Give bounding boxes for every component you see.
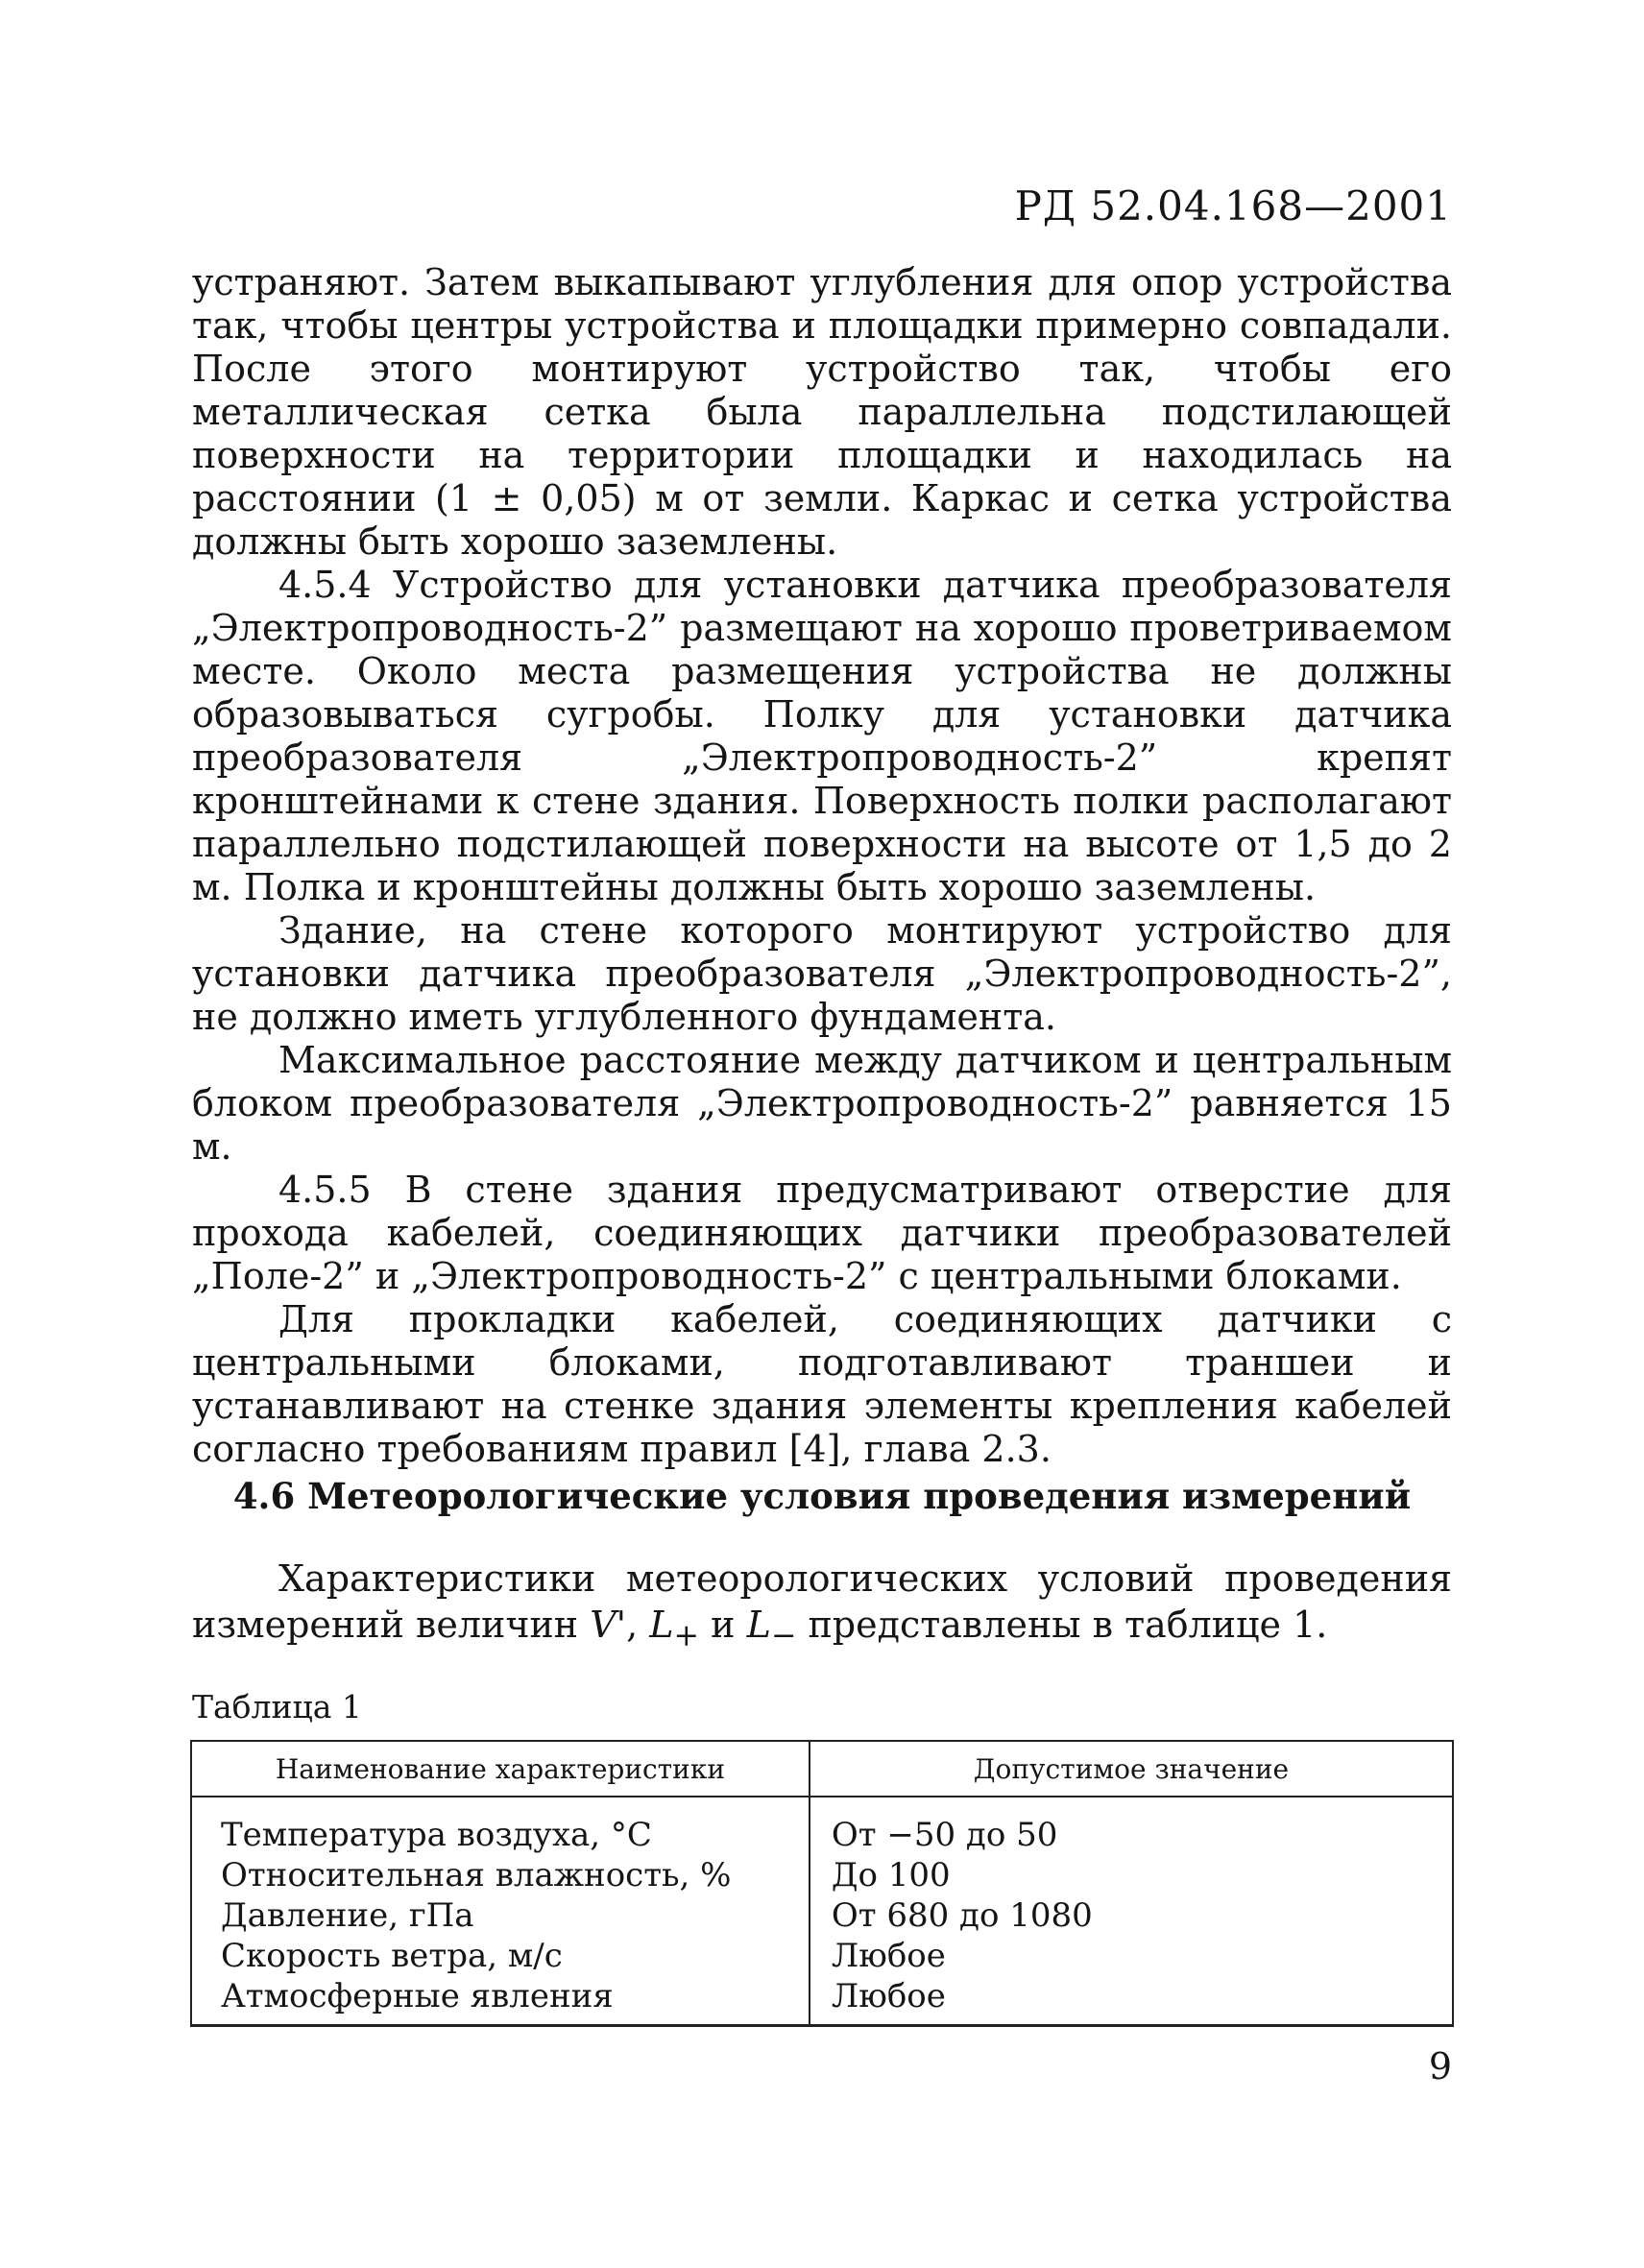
characteristic-column bbox=[191, 1797, 810, 2026]
table-cell: Скорость ветра, м/с bbox=[221, 1937, 563, 1975]
section-intro: Характеристики метеорологических условий проведения измерений величин V', $L_+$ и $L_-$ представлены в таблице 1. bbox=[192, 1557, 1452, 1653]
value-column bbox=[810, 1797, 1453, 2026]
table-row bbox=[191, 1797, 1453, 2026]
table-cell: Температура воздуха, °С bbox=[221, 1816, 652, 1854]
conditions-table bbox=[190, 1740, 1454, 2027]
paragraph: устраняют. Затем выкапывают углубления для опор устройства так, чтобы центры устройства и площадки примерно совпадали. После этого монтируют устройство так, чтобы его металлическая сетка была параллельна подстилающей поверхности на территории площадки и находилась на расстоянии (1 ± 0,05) м от земли. Каркас и сетка устройства должны быть хорошо заземлены. bbox=[192, 261, 1452, 563]
section-heading: 4.6 Метеорологические условия проведения измерений bbox=[232, 1475, 1412, 1517]
table-cell: От 680 до 1080 bbox=[831, 1896, 1093, 1935]
body-text bbox=[192, 261, 1452, 1471]
variable-v: V' bbox=[590, 1604, 627, 1646]
document-code: РД 52.04.168—2001 bbox=[1014, 182, 1452, 229]
table-header-cell: Наименование характеристики bbox=[191, 1741, 810, 1797]
table-cell: Любое bbox=[831, 1977, 946, 2015]
paragraph: Максимальное расстояние между датчиком и центральным блоком преобразователя „Электропроводность-2” равняется 15 м. bbox=[192, 1039, 1452, 1168]
table-cell: Атмосферные явления bbox=[221, 1977, 614, 2015]
intro-text: Характеристики метеорологических условий проведения измерений величин bbox=[192, 1557, 1452, 1646]
table-header-cell: Допустимое значение bbox=[810, 1741, 1453, 1797]
table-header-row bbox=[191, 1741, 1453, 1797]
intro-text-end: представлены в таблице 1. bbox=[808, 1604, 1328, 1646]
paragraph: Для прокладки кабелей, соединяющих датчики с центральными блоками, подготавливают траншеи и устанавливают на стенке здания элементы крепления кабелей согласно требованиям правил [4], глава 2.3. bbox=[192, 1298, 1452, 1470]
paragraph: Здание, на стене которого монтируют устройство для установки датчика преобразователя „Электропроводность-2”, не должно иметь углубленного фундамента. bbox=[192, 909, 1452, 1038]
table-cell: Любое bbox=[831, 1937, 946, 1975]
table-cell: Относительная влажность, % bbox=[221, 1856, 732, 1894]
table-cell: Давление, гПа bbox=[221, 1896, 474, 1935]
paragraph: 4.5.4 Устройство для установки датчика преобразователя „Электропроводность-2” размещают на хорошо проветриваемом месте. Около места размещения устройства не должны образовываться сугробы. Полку для установки датчика преобразователя „Электропроводность-2” крепят кронштейнами к стене здания. Поверхность полки располагают параллельно подстилающей поверхности на высоте от 1,5 до 2 м. Полка и кронштейны должны быть хорошо заземлены. bbox=[192, 564, 1452, 908]
table-cell: От −50 до 50 bbox=[831, 1816, 1058, 1854]
table-caption: Таблица 1 bbox=[192, 1688, 362, 1725]
variable-l-minus: $L_-$ bbox=[746, 1604, 797, 1653]
page-number: 9 bbox=[1428, 2045, 1452, 2087]
variable-l-plus: $L_+$ bbox=[649, 1604, 700, 1653]
paragraph: 4.5.5 В стене здания предусматривают отверстие для прохода кабелей, соединяющих датчики преобразователей „Поле-2” и „Электропроводность-2” с центральными блоками. bbox=[192, 1169, 1452, 1297]
table-cell: До 100 bbox=[831, 1856, 951, 1894]
